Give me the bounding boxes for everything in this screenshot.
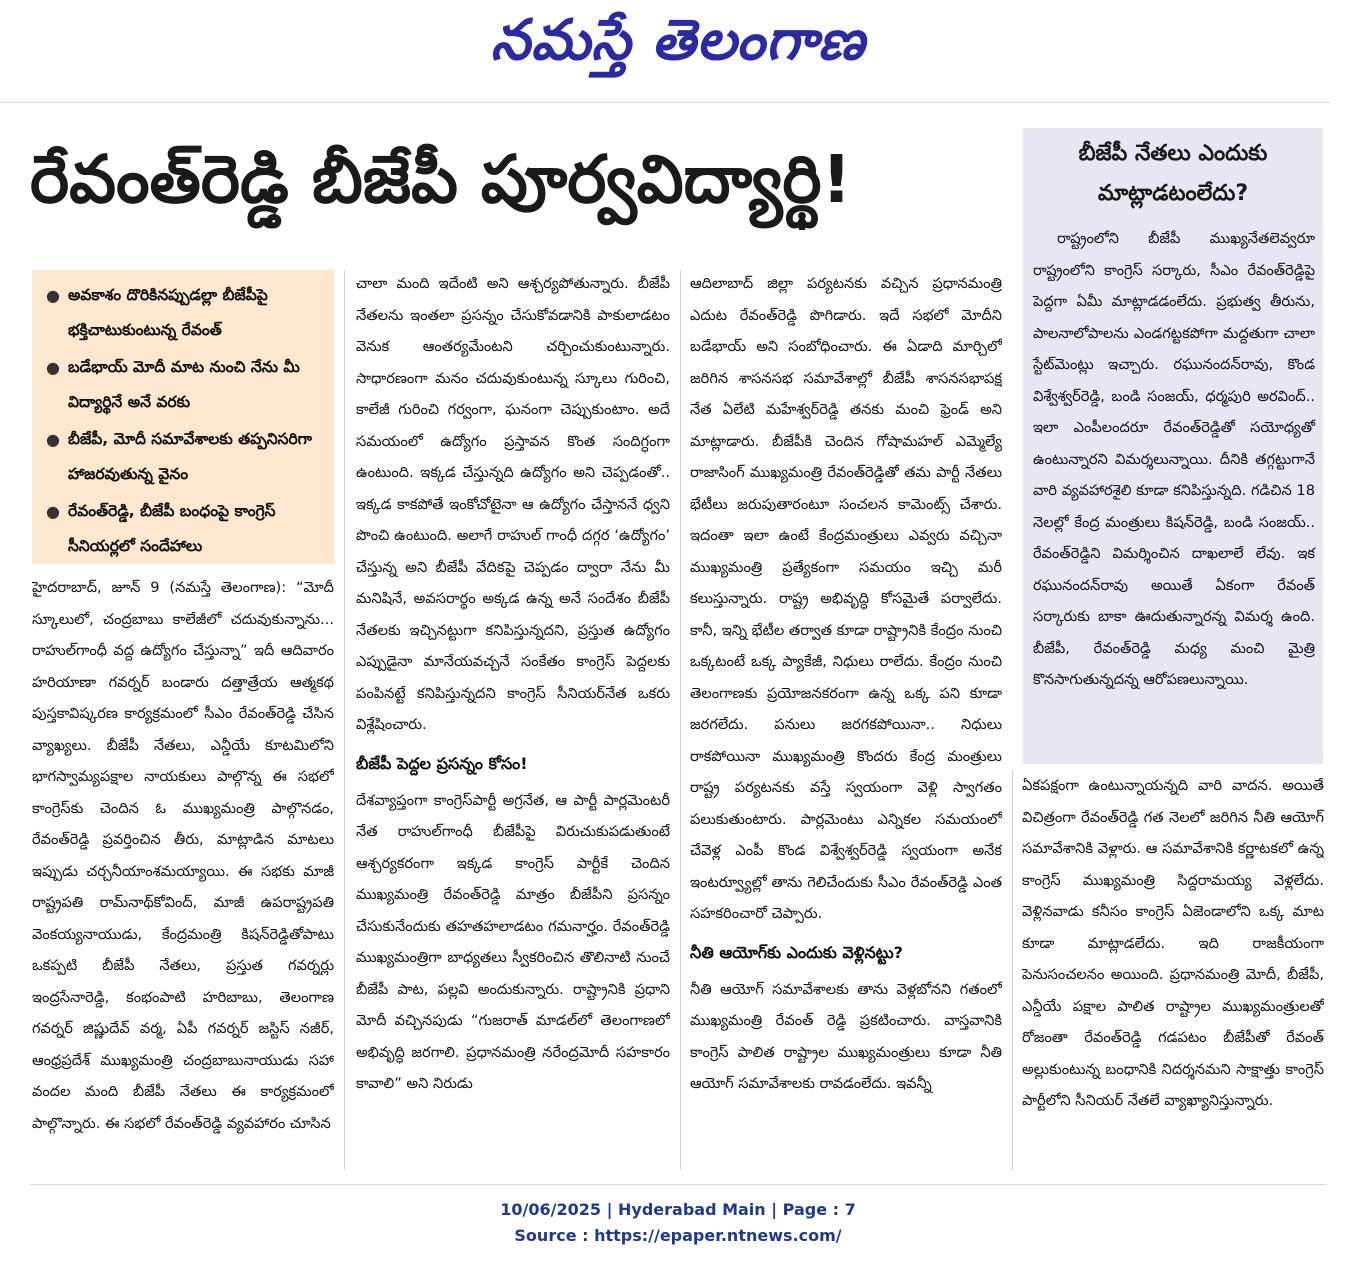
sidebar-body: రాష్ట్రంలోని బీజేపీ ముఖ్యనేతలెవ్వరూ రాష్ట్రంలోని కాంగ్రెస్ సర్కారు, సీఎం రేవంత్‌రెడ్డిపై పెద్దగా ఏమీ మాట్లాడడంలేదు. ప్రభుత్వ తీరును, పాలనాలోపాలను ఎండగట్టకపోగా మద్దతుగా చాలా స్టేట్‌మెంట్లు ఇచ్చారు. రఘునందన్‌రావు, కొండ విశ్వేశ్వర్‌రెడ్డి, బండి సంజయ్, ధర్మపురి అరవింద్.. ఇలా ఎంపీలందరూ రేవంత్‌రెడ్డితో సయోధ్యతో ఉంటున్నారని విమర్శలున్నాయి. దీనికి తగ్గట్టుగానే వారి వ్యవహారశైలి కూడా కనిపిస్తున్నది. గడిచిన 18 నెలల్లో కేంద్ర మంత్రులు కిషన్‌రెడ్డి, బండి సంజయ్.. రేవంత్‌రెడ్డిని విమర్శించిన దాఖలాలే లేవు. ఇక రఘునందన్‌రావు అయితే ఏకంగా రేవంత్ సర్కారుకు బాకా ఊదుతున్నారన్న విమర్శ ఉంది. బీజేపీ, రేవంత్‌రెడ్డి మధ్య మంచి మైత్రి కొనసాగుతున్నదన్న ఆరోపణలున్నాయి. bbox=[1033, 230, 1315, 688]
article-paragraph: చాలా మంది ఇదేంటి అని ఆశ్చర్యపోతున్నారు. బీజేపీ నేతలను ఇంతలా ప్రసన్నం చేసుకోవడానికి పాకులాడటం వెనుక ఆంతర్యమేంటని చర్చించుకుంటున్నారు. సాధారణంగా మనం చదువుకుంటున్న స్కూలు గురించి, కాలేజీ గురించి గర్వంగా, ఘనంగా చెప్పుకుంటాం. అదే సమయంలో ఉద్యోగం ప్రస్తావన కొంత సందిగ్ధంగా ఉంటుంది. ఇక్కడ చేస్తున్నది ఉద్యోగం అని చెప్పడంతో.. ఇక్కడ కాకపోతే ఇంకోచోటైనా ఆ ఉద్యోగం చేస్తాననే ధ్వని పొంచి ఉంటుంది. అలాగే రాహుల్ గాంధీ దగ్గర ‘ఉద్యోగం’ చేస్తున్న అని బీజేపీ వేదికపై చెప్పడం ద్వారా నేను మీ మనిషినే, అవసరార్థం అక్కడ ఉన్న అనే సందేశం బీజేపీ నేతలకు ఇచ్చినట్టుగా కనిపిస్తున్నదని, ప్రస్తుత ఉద్యోగం ఎప్పుడైనా మానేయవచ్చనే సంకేతం కాంగ్రెస్ పెద్దలకు పంపినట్టే కనిపిస్తున్నదని కాంగ్రెస్ సీనియర్‌నేత ఒకరు విశ్లేషించారు. bbox=[356, 275, 670, 733]
bullet-icon: ● bbox=[46, 502, 60, 521]
article-paragraph: ఆదిలాబాద్ జిల్లా పర్యటనకు వచ్చిన ప్రధానమంత్రి ఎదుట రేవంత్‌రెడ్డి పొగిడారు. ఇదే సభలో మోదీని బడేభాయ్ అని సంబోధించారు. ఈ ఏడాది మార్చిలో జరిగిన శాసనసభ సమావేశాల్లో బీజేపీ శాసనసభాపక్ష నేత ఏలేటి మహేశ్వర్‌రెడ్డి తనకు మంచి ఫ్రెండ్ అని మాట్లాడారు. బీజేపీకి చెందిన గోషామహల్ ఎమ్మెల్యే రాజాసింగ్ ముఖ్యమంత్రి రేవంత్‌రెడ్డితో తమ పార్టీ నేతలు భేటీలు జరుపుతారంటూ సంచలన కామెంట్స్ చేశారు. ఇదంతా ఇలా ఉంటే కేంద్రమంత్రులు ఎవ్వరు వచ్చినా ముఖ్యమంత్రి ప్రత్యేకంగా సమయం ఇచ్చి మరీ కలుస్తున్నారు. రాష్ట్ర అభివృద్ధి కోసమైతే పర్వాలేదు. కానీ, ఇన్ని భేటీల తర్వాత కూడా రాష్ట్రానికి కేంద్రం నుంచి ఒక్కటంటే ఒక్క ప్యాకేజీ, నిధులు రాలేదు. కేంద్రం నుంచి తెలంగాణకు ప్రయోజనకరంగా ఉన్న ఒక్క పని కూడా జరగలేదు. పనులు జరగకపోయినా.. నిధులు రాకపోయినా ముఖ్యమంత్రి కొందరు కేంద్ర మంత్రులు రాష్ట్ర పర్యటనకు వస్తే స్వయంగా వెళ్లి స్వాగతం పలుకుతుంటారు. పార్లమెంటు ఎన్నికల సమయంలో చేవెళ్ల ఎంపీ కొండ విశ్వేశ్వర్‌రెడ్డి స్వయంగా అనేక ఇంటర్వ్యూల్లో తాను గెలిచేందుకు సీఎం రేవంత్‌రెడ్డి ఎంత సహకరించారో చెప్పారు. bbox=[690, 275, 1002, 922]
sidebar-box bbox=[1023, 128, 1323, 764]
masthead-divider bbox=[0, 102, 1330, 103]
column-divider bbox=[680, 270, 681, 1170]
footer-divider bbox=[30, 1184, 1326, 1185]
article-column-4 bbox=[1022, 770, 1324, 1170]
highlights-list bbox=[32, 270, 334, 564]
sidebar-title: బీజేపీ నేతలు ఎందుకు మాట్లాడటంలేదు? bbox=[1078, 141, 1268, 206]
article-paragraph: హైదరాబాద్, జూన్ 9 (నమస్తే తెలంగాణ): “మోదీ స్కూలులో, చంద్రబాబు కాలేజీలో చదువుకున్నాను... రాహుల్‌గాంధీ వద్ద ఉద్యోగం చేస్తున్నా” ఇదీ ఆదివారం హరియాణా గవర్నర్ బండారు దత్తాత్రేయ ఆత్మకథ పుస్తకావిష్కరణ కార్యక్రమంలో సీఎం రేవంత్‌రెడ్డి చేసిన వ్యాఖ్యలు. బీజేపీ నేతలు, ఎన్డీయే కూటమిలోని భాగస్వామ్యపక్షాల నాయకులు పాల్గొన్న ఈ సభలో కాంగ్రెస్‌కు చెందిన ఓ ముఖ్యమంత్రి పాల్గొనడం, రేవంత్‌రెడ్డి ప్రవర్తించిన తీరు, మాట్లాడిన మాటలు ఇప్పుడు చర్చనీయాంశమయ్యాయి. ఈ సభకు మాజీ రాష్ట్రపతి రామ్‌నాథ్‌కోవింద్, మాజీ ఉపరాష్ట్రపతి వెంకయ్యనాయుడు, కేంద్రమంత్రి కిషన్‌రెడ్డితోపాటు ఒకప్పటి బీజేపీ నేతలు, ప్రస్తుత గవర్నర్లు ఇంద్రసేనారెడ్డి, కంభంపాటి హరిబాబు, తెలంగాణ గవర్నర్ జిష్ణుదేవ్ వర్మ, ఏపీ గవర్నర్ జస్టిస్ నజీర్, ఆంధ్రప్రదేశ్ ముఖ్యమంత్రి చంద్రబాబునాయుడు సహా వందల మంది బీజేపీ నేతలు ఈ కార్యక్రమంలో పాల్గొన్నారు. ఈ సభలో రేవంత్‌రెడ్డి వ్యవహారం చూసిన bbox=[32, 579, 334, 1132]
masthead bbox=[0, 0, 1356, 95]
article-column-1 bbox=[32, 572, 334, 1172]
article-column-3 bbox=[690, 268, 1002, 1172]
highlight-item: ● బీజేపీ, మోదీ సమావేశాలకు తప్పనిసరిగా హాజరవుతున్న వైనం bbox=[44, 422, 328, 492]
bullet-icon: ● bbox=[46, 358, 60, 377]
highlight-item: ● బడేభాయ్ మోదీ మాట నుంచి నేను మీ విద్యార్థినే అనే వరకు bbox=[44, 350, 328, 420]
article-paragraph: దేశవ్యాప్తంగా కాంగ్రెస్‌పార్టీ అగ్రనేత, ఆ పార్టీ పార్లమెంటరీ నేత రాహుల్‌గాంధీ బీజేపీపై విరుచుకుపడుతుంటే ఆశ్చర్యకరంగా ఇక్కడ కాంగ్రెస్ పార్టీకే చెందిన ముఖ్యమంత్రి రేవంత్‌రెడ్డి మాత్రం బీజేపీని ప్రసన్నం చేసుకునేందుకు తహతహలాడటం గమనార్హం. రేవంత్‌రెడ్డి ముఖ్యమంత్రిగా బాధ్యతలు స్వీకరించిన తొలినాటి నుంచే బీజేపీ పాట, పల్లవి అందుకున్నారు. రాష్ట్రానికి ప్రధాని మోదీ వచ్చినపుడు “గుజరాత్ మాడల్‌లో తెలంగాణలో అభివృద్ధి జరగాలి. ప్రధానమంత్రి నరేంద్రమోదీ సహకారం కావాలి” అని నిరుడు bbox=[356, 791, 670, 1092]
column-divider bbox=[1012, 770, 1013, 1170]
bullet-icon: ● bbox=[46, 430, 60, 449]
column-divider bbox=[344, 270, 345, 1170]
footer-edition-info: 10/06/2025 | Hyderabad Main | Page : 7 bbox=[500, 1200, 856, 1219]
article-paragraph: ఏకపక్షంగా ఉంటున్నాయన్నది వారి వాదన. అయితే విచిత్రంగా రేవంత్‌రెడ్డి గత నెలలో జరిగిన నీతి ఆయోగ్ సమావేశానికి వెళ్లారు. ఆ సమావేశానికి కర్ణాటకలో ఉన్న కాంగ్రెస్ ముఖ్యమంత్రి సిద్దరామయ్య వెళ్లలేదు. వెళ్లినవాడు కనీసం కాంగ్రెస్ ఏజెండాలోని ఒక్క మాట కూడా మాట్లాడలేదు. ఇది రాజకీయంగా పెనుసంచలనం అయింది. ప్రధానమంత్రి మోదీ, బీజేపీ, ఎన్డీయే పక్షాల పాలిత రాష్ట్రాల ముఖ్యమంత్రులతో రోజంతా రేవంత్‌రెడ్డి గడపటం బీజేపీతో రేవంత్ అల్లుకుంటున్న బంధానికి నిదర్శనమని సాక్షాత్తు కాంగ్రెస్ పార్టీలోని సీనియర్ నేతలే వ్యాఖ్యానిస్తున్నారు. bbox=[1022, 777, 1324, 1109]
headline: రేవంత్‌రెడ్డి బీజేపీ పూర్వవిద్యార్థి! bbox=[30, 141, 852, 218]
highlight-item: ● రేవంత్‌రెడ్డి, బీజేపీ బంధంపై కాంగ్రెస్ సీనియర్లలో సందేహాలు bbox=[44, 494, 328, 564]
highlights-box bbox=[32, 270, 334, 564]
bullet-icon: ● bbox=[46, 286, 60, 305]
masthead-logo: నమస్తే తెలంగాణ bbox=[490, 8, 866, 73]
article-paragraph: నీతి ఆయోగ్ సమావేశాలకు తాను వెళ్లబోనని గతంలో ముఖ్యమంత్రి రేవంత్ రెడ్డి ప్రకటించారు. వాస్తవానికి కాంగ్రెస్ పాలిత రాష్ట్రాల ముఖ్యమంత్రులు కూడా నీతి ఆయోగ్ సమావేశాలకు రావడంలేదు. ఇవన్నీ bbox=[690, 980, 1002, 1092]
subheading: నీతి ఆయోగ్‌కు ఎందుకు వెళ్లినట్టు? bbox=[690, 942, 903, 962]
highlight-item: ● అవకాశం దొరికినప్పుడల్లా బీజేపీపై భక్తిచాటుకుంటున్న రేవంత్ bbox=[44, 278, 328, 348]
subheading: బీజేపీ పెద్దల ప్రసన్నం కోసం! bbox=[356, 753, 528, 773]
article-column-2 bbox=[356, 268, 670, 1172]
footer-source: Source : https://epaper.ntnews.com/ bbox=[514, 1226, 842, 1245]
